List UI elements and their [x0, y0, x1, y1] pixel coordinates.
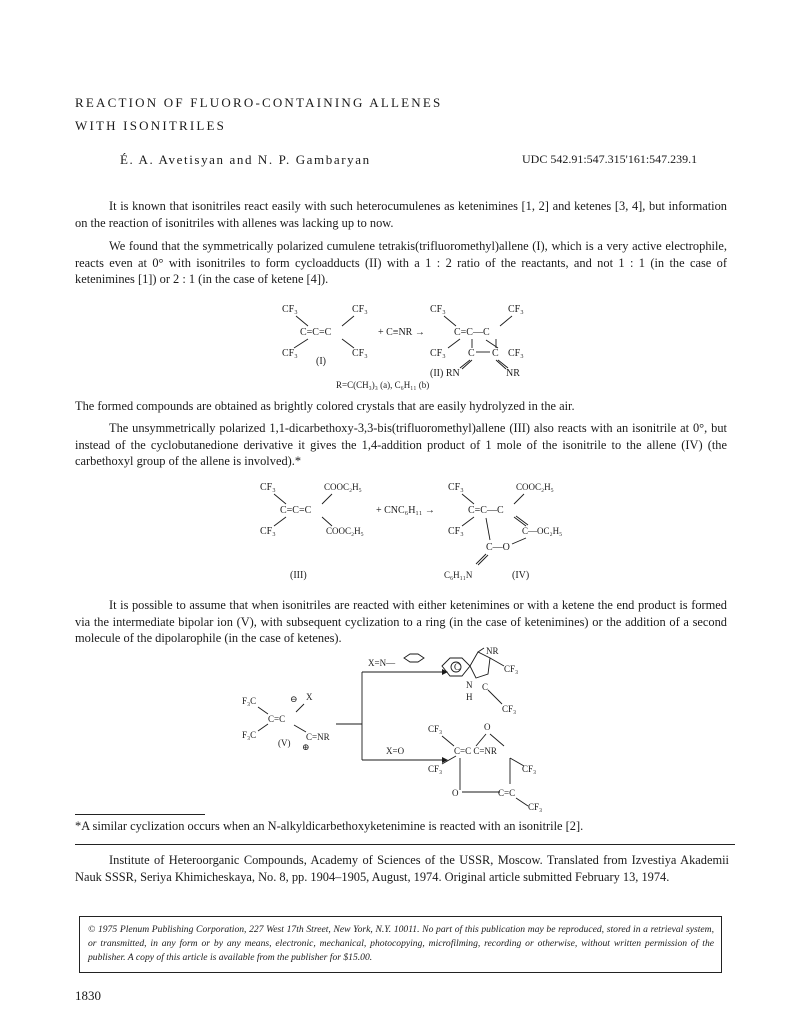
s3-reagent-bottom: X=O: [386, 746, 405, 756]
reaction-scheme-3: [232, 644, 592, 812]
s3-o-top: O: [484, 722, 491, 732]
s3-f3c-a: F₃C: [242, 696, 257, 706]
article-title-line2: WITH ISONITRILES: [75, 118, 227, 133]
copyright-box: [79, 916, 722, 973]
s3-reagent-top: X=N—: [368, 658, 396, 668]
s1-r-definition: R=C(CH₃)₃ (a), C₆H₁₁ (b): [336, 380, 430, 390]
paragraph-2: We found that the symmetrically polarized cumulene tetrakis(trifluoromethyl)allene (I), which is a very active electrophile, reacts even at 0° with isonitriles to form cycloadducts (II) with a 1 : 2 ratio of the reactants, and not 1 : 1 (in the case of ketenimines [1]) or 2 : 1 (in the case of ketene [4]).: [75, 239, 727, 286]
paragraph-5: It is possible to assume that when isonitriles are reacted with either ketenimines or with a ketene the end product is formed via the intermediate bipolar ion (V), with subsequent cyclization to a ring (in the case of ketenimines) or the addition of a second molecule of the dipolarophile (in the case of ketenes).: [75, 598, 727, 645]
s3-h: H: [466, 692, 473, 702]
s2-cf3-d: CF₃: [448, 526, 464, 537]
footnote-rule: [75, 814, 205, 815]
paragraph-3: The formed compounds are obtained as brightly colored crystals that are easily hydrolyzed in the air.: [75, 399, 575, 413]
s1-label-II: (II) RN: [430, 368, 460, 379]
s2-product-chain: C=C—C: [468, 505, 504, 516]
s3-ring-b: C: [454, 662, 461, 672]
s1-cf3-c: CF₃: [282, 348, 298, 359]
s3-c-indole: C: [482, 682, 489, 692]
copyright-text: © 1975 Plenum Publishing Corporation, 227 West 17th Street, New York, N.Y. 10011. No part of this publication may be reproduced, stored in a retrieval system, or transmitted, in any form or by any means, electronic, mechanical, photocopying, microfilming, recording or otherwise, without written permission of the publisher. A copy of this article is available from the publisher for $15.00.: [88, 924, 714, 963]
paragraph-1: It is known that isonitriles react easily with such heterocumulenes as ketenimines [1, 2] and ketenes [3, 4], but information on the reaction of isonitriles with allenes was lacking up to now.: [75, 199, 727, 230]
s3-label-V: (V): [278, 738, 291, 748]
s2-cf3-a: CF₃: [260, 482, 276, 493]
s3-o-bottom: O: [452, 788, 459, 798]
s3-charge-plus: ⊕: [302, 742, 310, 752]
s1-cf3-d: CF₃: [352, 348, 368, 359]
s1-cf3-g: CF₃: [430, 348, 446, 359]
s3-cf3-f: CF₃: [528, 802, 543, 812]
s2-cooet-a: COOC₂H₅: [324, 482, 362, 492]
s1-cf3-a: CF₃: [282, 304, 298, 315]
s2-cooet-b: COOC₂H₅: [326, 526, 364, 536]
s2-c-o: C—O: [486, 542, 510, 553]
affiliation-rule: [75, 844, 735, 845]
s3-cf3-e: CF₃: [522, 764, 537, 774]
s2-label-IV: (IV): [512, 570, 530, 581]
reaction-scheme-1: [250, 300, 580, 392]
affiliation: Institute of Heteroorganic Compounds, Academy of Sciences of the USSR, Moscow. Translated from Izvestiya Akademii Nauk SSSR, Seriya Khimicheskaya, No. 8, pp. 1904–1905, August, 1974. Original article submitted February 13, 1974.: [75, 853, 729, 884]
s2-oet: C—OC₂H₅: [522, 526, 563, 536]
s3-charge-minus: ⊖: [290, 694, 298, 704]
reaction-scheme-2: [250, 478, 590, 588]
s1-cf3-h: CF₃: [508, 348, 524, 359]
footnote: *A similar cyclization occurs when an N-alkyldicarbethoxyketenimine is reacted with an isonitrile [2].: [75, 819, 584, 833]
s3-cf3-c: CF₃: [428, 724, 443, 734]
article-title-line1: REACTION OF FLUORO-CONTAINING ALLENES: [75, 95, 443, 110]
s3-cf3-a: CF₃: [504, 664, 519, 674]
page-number: 1830: [75, 988, 101, 1003]
s3-c-eq-nr: C=NR: [306, 732, 330, 742]
s3-nr: NR: [486, 646, 499, 656]
authors: É. A. Avetisyan and N. P. Gambaryan: [120, 152, 371, 167]
s3-cf3-b: CF₃: [502, 704, 517, 714]
s2-cf3-c: CF₃: [448, 482, 464, 493]
s1-ring-c2: C: [492, 348, 499, 359]
s1-cf3-f: CF₃: [508, 304, 524, 315]
s1-ring-c1: C: [468, 348, 475, 359]
s1-nr: NR: [506, 368, 520, 379]
s1-label-I: (I): [316, 356, 326, 367]
s1-cf3-e: CF₃: [430, 304, 446, 315]
s3-cf3-d: CF₃: [428, 764, 443, 774]
s2-cooet-c: COOC₂H₅: [516, 482, 554, 492]
udc-code: UDC 542.91:547.315'161:547.239.1: [522, 152, 698, 166]
s3-n: N: [466, 680, 473, 690]
s2-c6h11n: C₆H₁₁N: [444, 570, 473, 580]
s2-cf3-b: CF₃: [260, 526, 276, 537]
s3-c-eq-c: C=C: [268, 714, 286, 724]
paragraph-4: The unsymmetrically polarized 1,1-dicarbethoxy-3,3-bis(trifluoromethyl)allene (III) also reacts with an isonitrile at 0°, but instead of the cyclobutanedione derivative it gives the 1,4-addition product of 1 mole of the isonitrile to the allene (IV) (the carbethoxyl group of the allene is involved).*: [75, 421, 727, 468]
s2-allene-III: C=C=C: [280, 505, 312, 516]
s2-reagent: + CNC₆H₁₁ →: [376, 505, 435, 516]
s1-reagent: + C≡NR →: [378, 327, 425, 338]
s3-c-eq-c-bottom: C=C: [498, 788, 516, 798]
s1-allene-I: C=C=C: [300, 327, 332, 338]
s1-product-chain: C=C—C: [454, 327, 490, 338]
s1-cf3-b: CF₃: [352, 304, 368, 315]
s3-chain: C=C C=NR: [454, 746, 497, 756]
s3-f3c-b: F₃C: [242, 730, 257, 740]
s2-label-III: (III): [290, 570, 307, 581]
s3-x: X: [306, 692, 313, 702]
